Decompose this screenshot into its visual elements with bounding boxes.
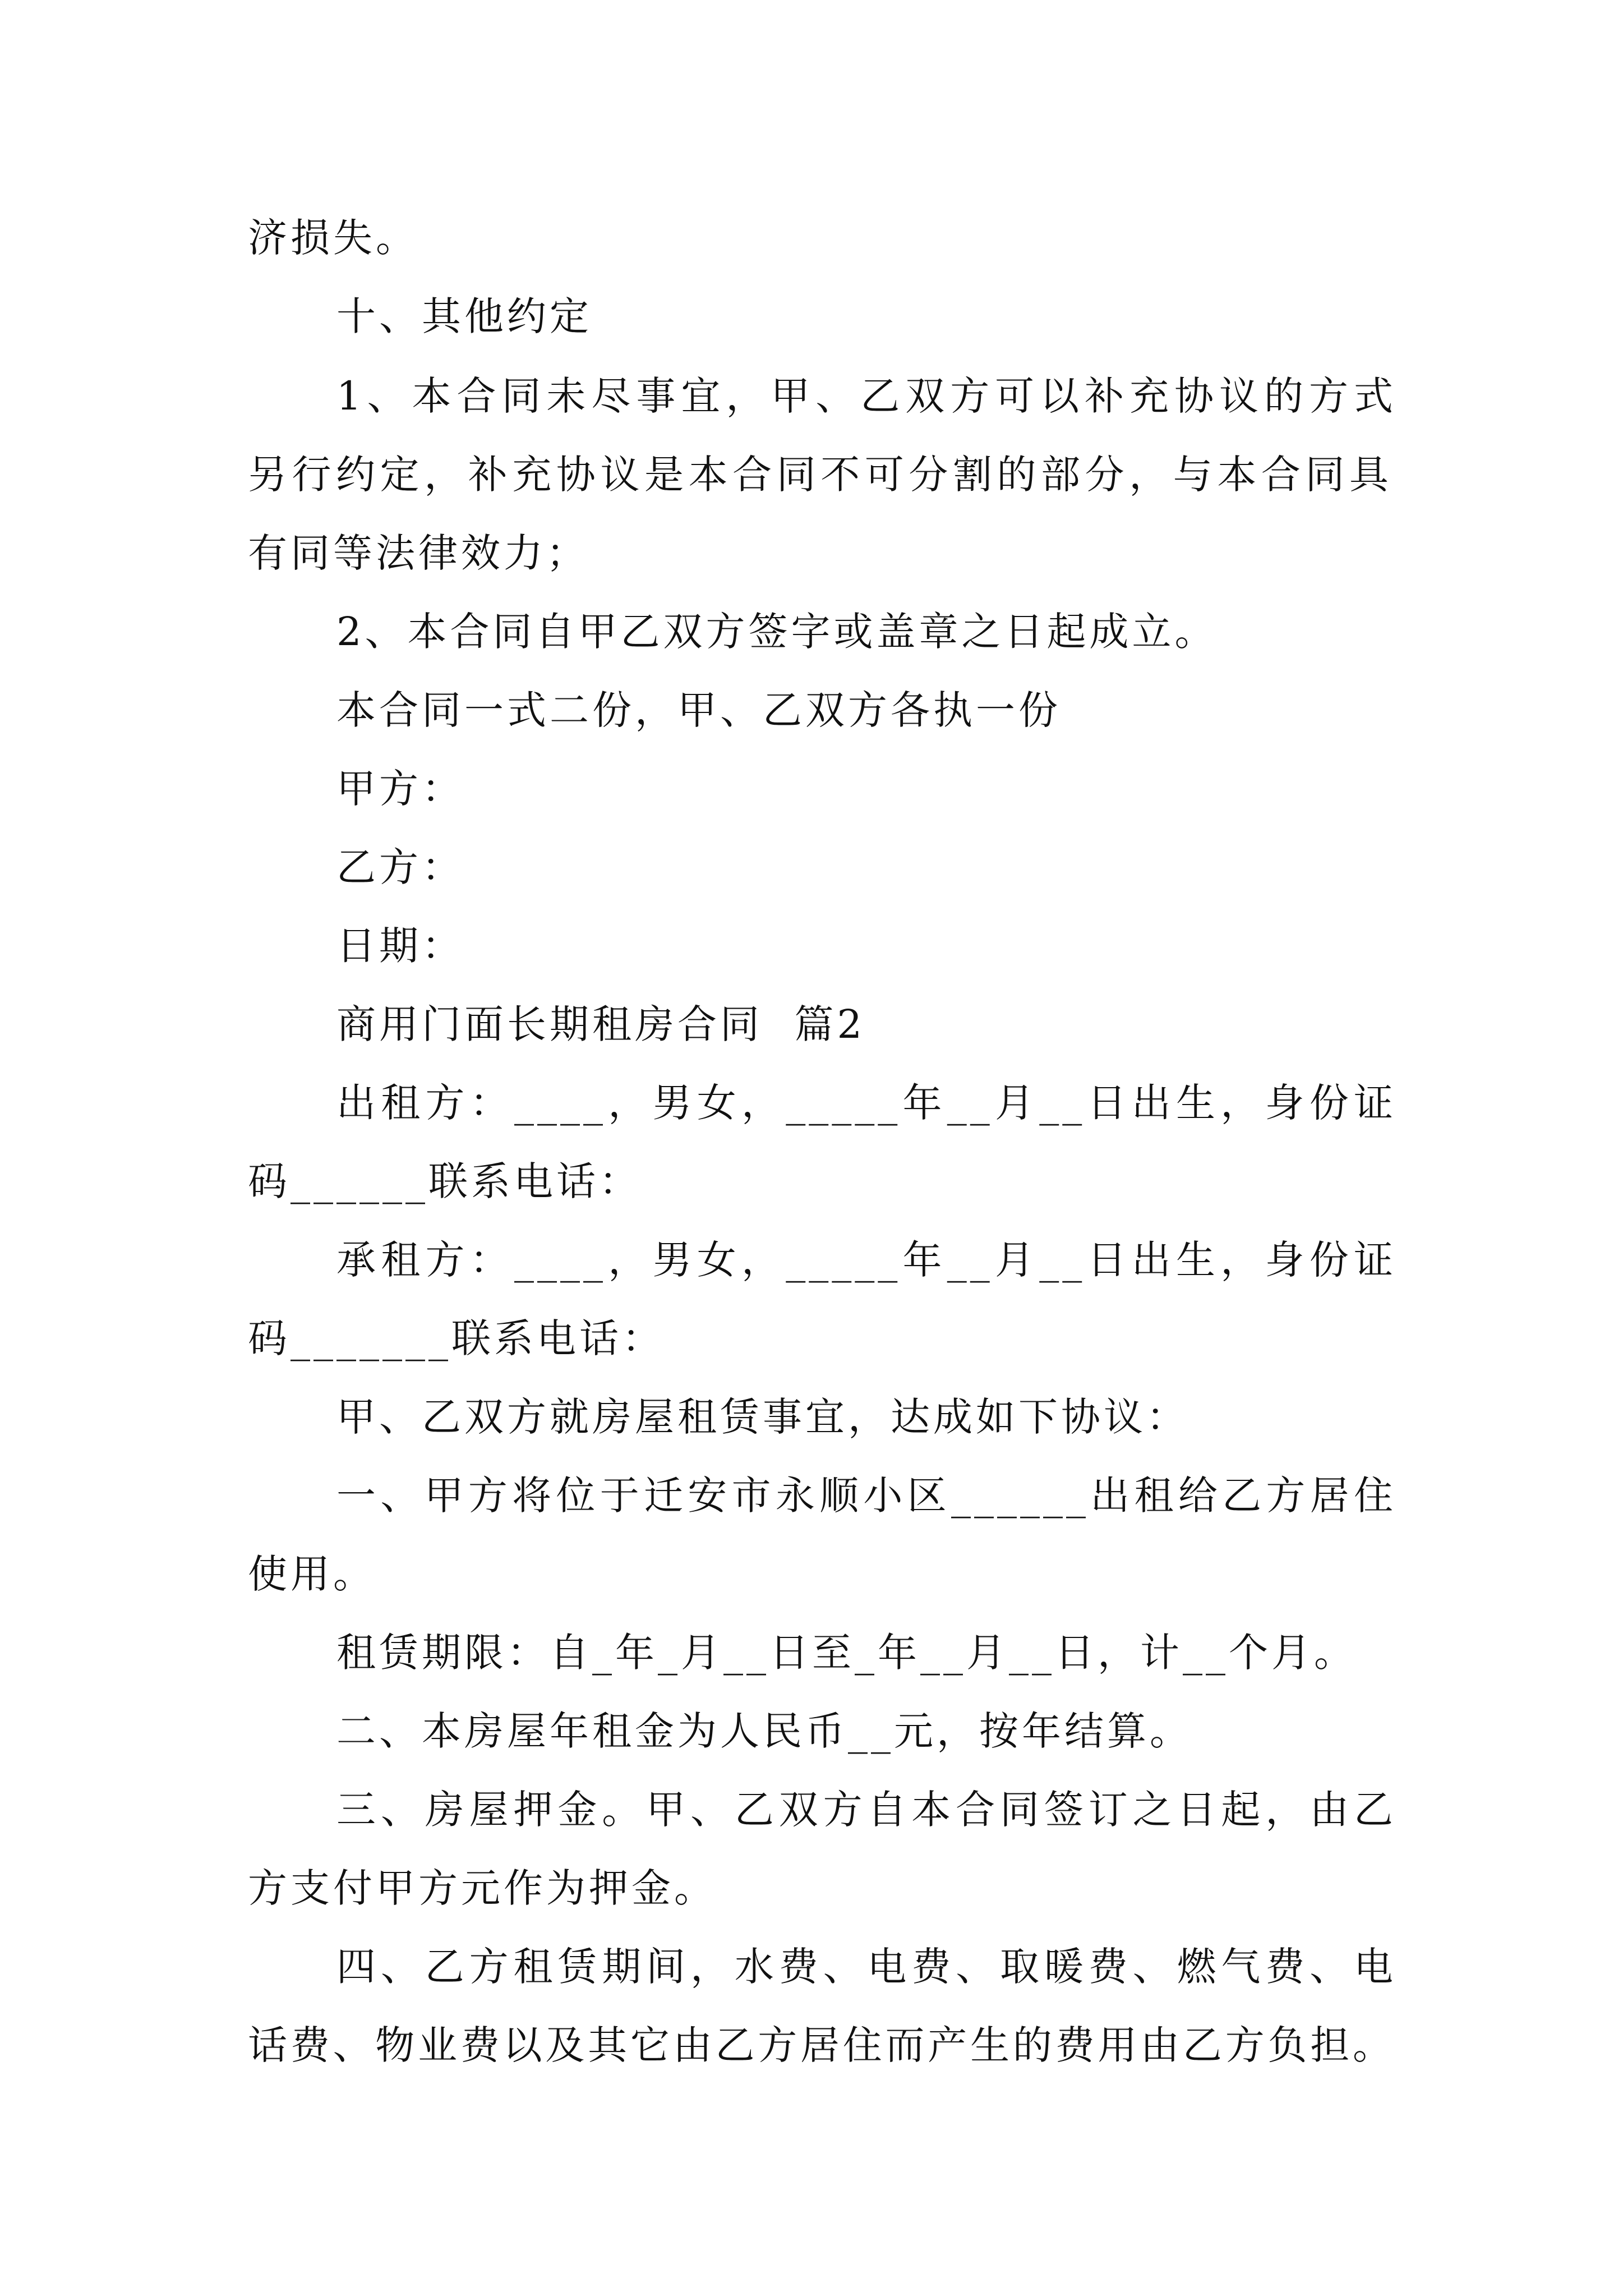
party-b-signature-label: 乙方： [336, 844, 464, 890]
clause-10-1-line-3: 有同等法律效力； [248, 530, 589, 576]
clause-10-1-line-1: 1、本合同未尽事宜，甲、乙双方可以补充协议的方式 [336, 373, 1396, 419]
lessee-info-line-2: 码_______联系电话： [248, 1315, 665, 1361]
clause-3-line-1: 三、房屋押金。甲、乙双方自本合同签订之日起，由乙 [336, 1787, 1396, 1833]
agreement-intro: 甲、乙双方就房屋租赁事宜，达成如下协议： [336, 1394, 1189, 1440]
clause-1-line-2: 使用。 [248, 1551, 376, 1597]
copies-statement: 本合同一式二份，甲、乙双方各执一份 [336, 687, 1061, 733]
contract-title-part-2: 商用门面长期租房合同 篇2 [336, 1001, 866, 1047]
clause-2-rent: 二、本房屋年租金为人民币__元，按年结算。 [336, 1708, 1192, 1754]
clause-1-line-1: 一、甲方将位于迁安市永顺小区______出租给乙方居住 [336, 1473, 1396, 1519]
party-a-signature-label: 甲方： [336, 766, 464, 812]
section-heading-10: 十、其他约定 [336, 293, 592, 339]
lease-term: 租赁期限：自_年_月__日至_年__月__日，计__个月。 [336, 1630, 1357, 1676]
clause-4-line-2: 话费、物业费以及其它由乙方居住而产生的费用由乙方负担。 [248, 2022, 1392, 2068]
text-line-01: 济损失。 [248, 215, 418, 261]
clause-3-line-2: 方支付甲方元作为押金。 [248, 1865, 717, 1911]
lessee-info-line-1: 承租方：____，男女，_____年__月__日出生，身份证 [336, 1237, 1396, 1283]
clause-10-2: 2、本合同自甲乙双方签字或盖章之日起成立。 [336, 609, 1218, 655]
lessor-info-line-1: 出租方：____，男女，_____年__月__日出生，身份证 [336, 1080, 1396, 1126]
clause-4-line-1: 四、乙方租赁期间，水费、电费、取暖费、燃气费、电 [336, 1944, 1396, 1990]
lessor-info-line-2: 码______联系电话： [248, 1158, 642, 1204]
date-label: 日期： [336, 923, 464, 969]
clause-10-1-line-2: 另行约定，补充协议是本合同不可分割的部分，与本合同具 [248, 452, 1392, 498]
